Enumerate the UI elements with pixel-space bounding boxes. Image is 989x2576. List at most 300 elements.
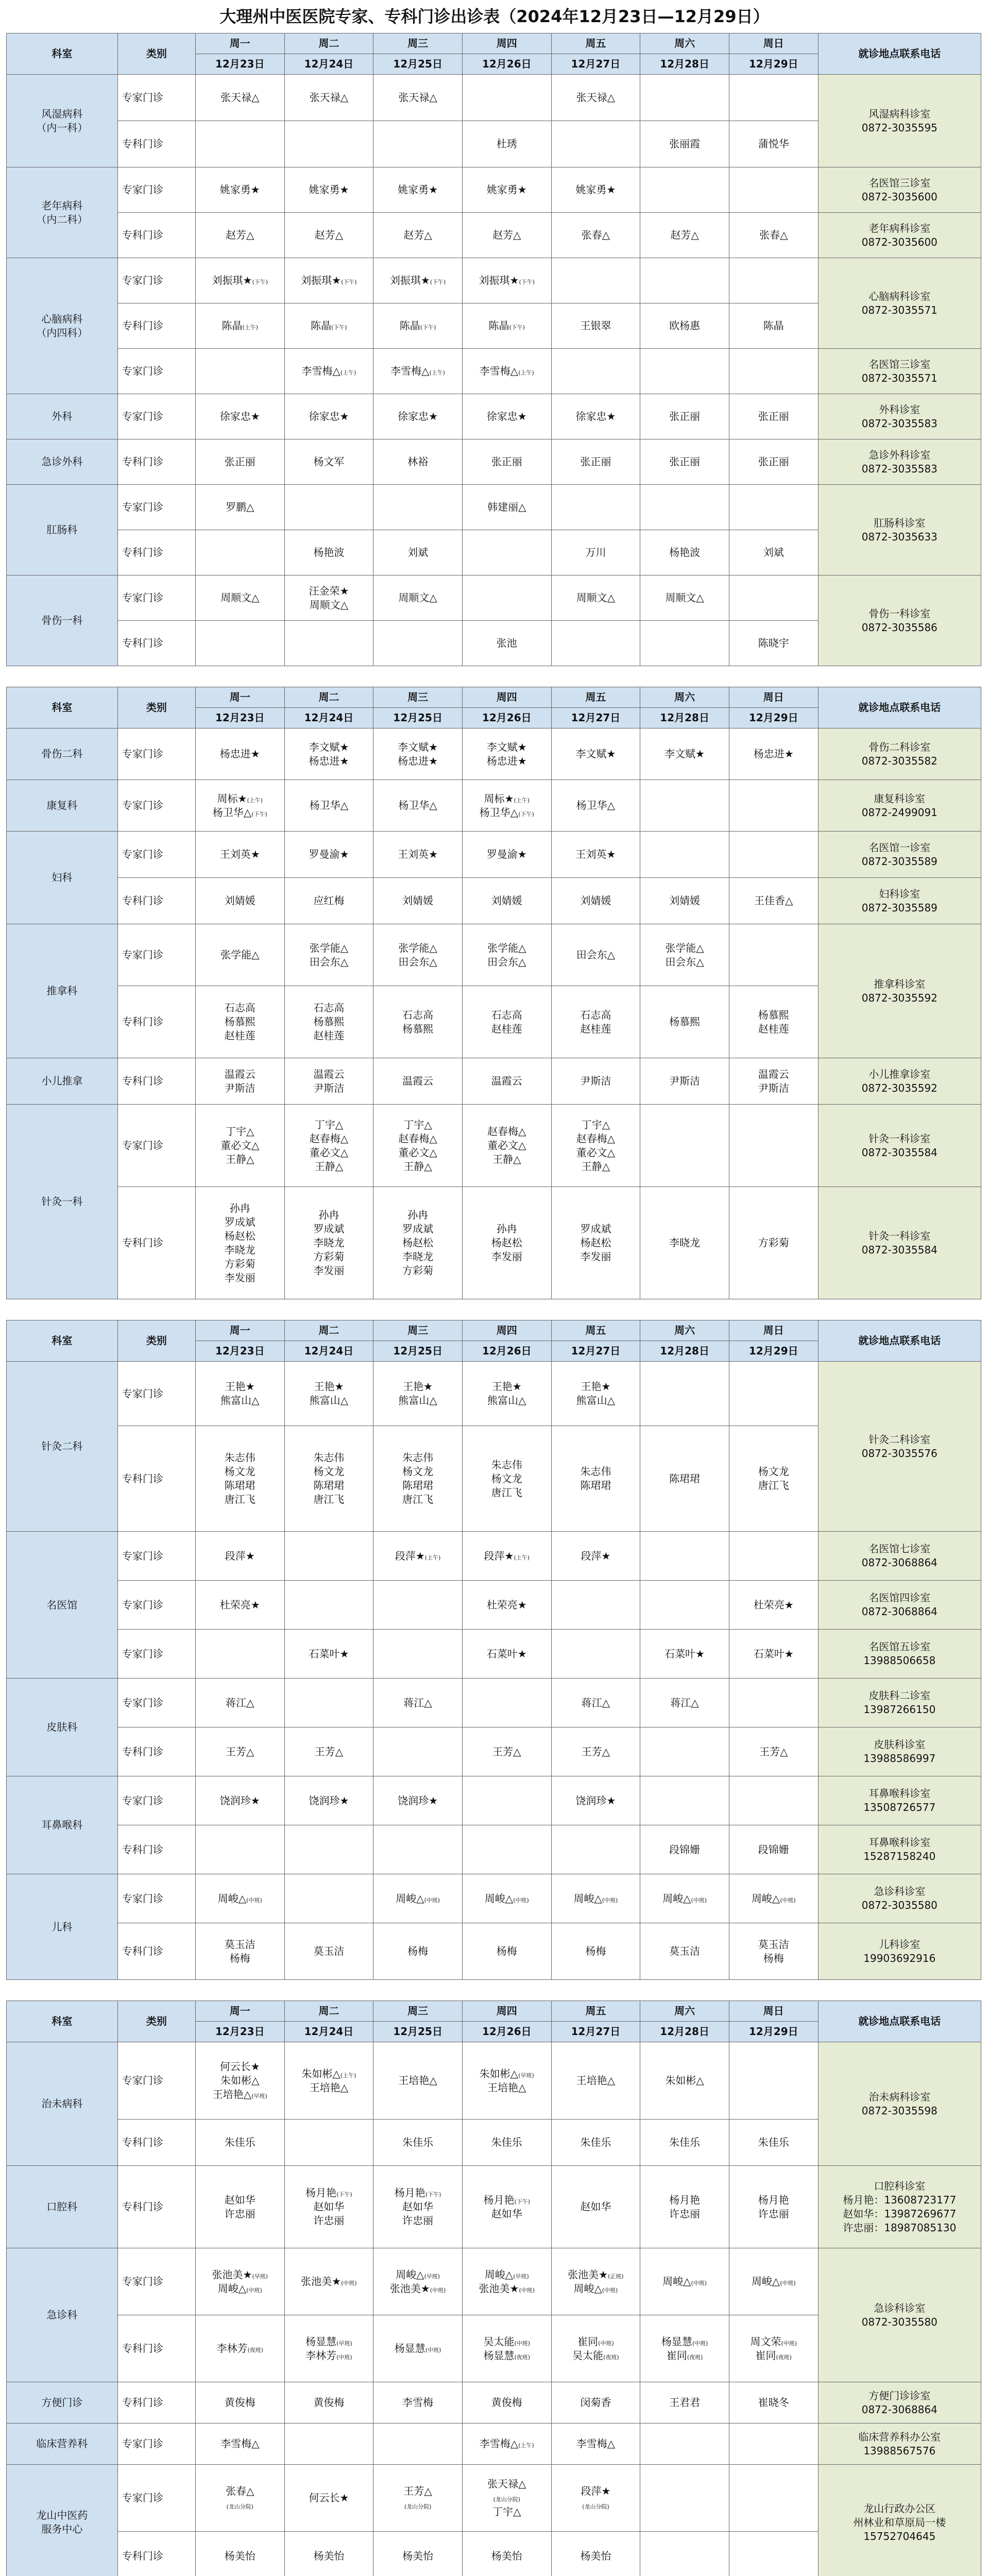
- schedule-row: [7, 394, 981, 439]
- doctor-cell: [640, 986, 729, 1058]
- clinic-category: 专家门诊: [117, 832, 195, 878]
- doctor-entry: 陈晶: [763, 319, 784, 332]
- doctor-cell: [462, 1058, 551, 1105]
- clinic-category: 专家门诊: [117, 1362, 195, 1426]
- clinic-category: 专科门诊: [117, 1426, 195, 1532]
- doctor-entry: 张池美★(早班): [212, 2268, 268, 2281]
- doctor-entry: 张学能△: [665, 941, 704, 954]
- doctor-entry: 王静△: [226, 1153, 254, 1165]
- doctor-entry: 周峻△(中班): [662, 1892, 707, 1905]
- doctor-cell: [551, 1532, 640, 1581]
- doctor-entry: 杨显慧(早班): [305, 2335, 352, 2348]
- clinic-category: 专科门诊: [117, 2120, 195, 2166]
- doctor-entry: 周峻△(中班): [396, 1892, 440, 1905]
- doctor-entry: 张正丽: [669, 410, 701, 422]
- doctor-cell: [551, 1105, 640, 1187]
- doctor-entry: 许忠丽: [313, 2214, 345, 2227]
- doctor-cell: [195, 349, 284, 394]
- clinic-category: 专家门诊: [117, 75, 195, 121]
- doctor-entry: 杨梅: [585, 1945, 606, 1957]
- doctor-entry: 段萍★: [225, 1549, 255, 1562]
- doctor-entry: 杨慕熙: [758, 1008, 789, 1021]
- doctor-entry: 李发丽: [313, 1264, 345, 1277]
- doctor-entry: 张正丽: [491, 455, 522, 468]
- doctor-entry: 赵桂莲: [580, 1022, 611, 1035]
- doctor-cell: [551, 1187, 640, 1299]
- doctor-entry: 朱志伟: [580, 1465, 611, 1478]
- doctor-entry: 周顺文△: [309, 598, 349, 611]
- doctor-entry: 杨忠进★: [219, 748, 260, 760]
- doctor-cell: [640, 1727, 729, 1776]
- doctor-entry: 赵芳△: [226, 229, 254, 241]
- doctor-cell: [729, 878, 818, 924]
- header-date: 12月25日: [373, 54, 463, 75]
- doctor-entry: 朱如彬△: [220, 2074, 260, 2087]
- schedule-row: [7, 2424, 981, 2465]
- doctor-cell: [462, 213, 551, 258]
- schedule-row: [7, 1874, 981, 1923]
- doctor-cell: [462, 394, 551, 439]
- doctor-cell: [640, 2248, 729, 2315]
- doctor-cell: [195, 878, 284, 924]
- doctor-entry: 杨卫华△(下午): [212, 806, 267, 819]
- doctor-cell: [729, 1105, 818, 1187]
- shift-note: (中班): [336, 2353, 352, 2361]
- doctor-cell: [462, 1105, 551, 1187]
- shift-note: (中班): [246, 1896, 262, 1904]
- doctor-entry: 徐家忠★: [486, 410, 527, 422]
- doctor-cell: [284, 1581, 373, 1630]
- doctor-entry: 王艳★: [581, 1380, 611, 1393]
- doctor-cell: [373, 832, 463, 878]
- doctor-cell: [373, 1630, 463, 1679]
- doctor-cell: [462, 303, 551, 349]
- doctor-entry: 张池美★(中班): [389, 2282, 446, 2295]
- doctor-cell: [284, 1776, 373, 1825]
- header-date: 12月27日: [551, 1341, 640, 1362]
- doctor-entry: 张学能△: [309, 941, 349, 954]
- doctor-entry: 温霞云: [313, 1067, 345, 1080]
- doctor-entry: 张池美★(中班): [479, 2282, 535, 2295]
- doctor-cell: [373, 2042, 463, 2120]
- doctor-entry: 李发丽: [224, 1271, 255, 1284]
- doctor-entry: 朱如彬△(上午): [301, 2067, 356, 2080]
- doctor-entry: 杜荣亮★: [753, 1598, 794, 1611]
- header-weekday: 周日: [729, 2001, 818, 2022]
- location-phone: 龙山行政办公区 州林业和草原局一楼 15752704645: [818, 2465, 981, 2576]
- doctor-entry: 朱佳乐: [402, 2136, 434, 2148]
- doctor-entry: 周峻△(中班): [484, 1892, 529, 1905]
- doctor-entry: 韩建丽△: [487, 501, 526, 513]
- clinic-category: 专科门诊: [117, 2166, 195, 2248]
- doctor-cell: [640, 1825, 729, 1874]
- location-phone: 推拿科诊室 0872-3035592: [818, 924, 981, 1058]
- doctor-cell: [551, 394, 640, 439]
- doctor-cell: [195, 1532, 284, 1581]
- doctor-cell: [640, 621, 729, 666]
- doctor-cell: [551, 2315, 640, 2382]
- doctor-entry: 杨文龙: [491, 1472, 522, 1485]
- location-phone: 急诊科诊室 0872-3035580: [818, 1874, 981, 1923]
- doctor-cell: [373, 1923, 463, 1980]
- doctor-entry: 莫玉洁: [313, 1945, 345, 1957]
- doctor-entry: 尹斯洁: [224, 1081, 255, 1094]
- doctor-cell: [195, 1727, 284, 1776]
- doctor-entry: 张春△: [226, 2484, 254, 2497]
- doctor-entry: 李文赋★: [664, 748, 705, 760]
- shift-note: (中班): [602, 1896, 618, 1904]
- doctor-cell: [640, 213, 729, 258]
- doctor-cell: [284, 2465, 373, 2532]
- doctor-cell: [640, 1532, 729, 1581]
- doctor-entry: 李晓龙: [313, 1236, 345, 1249]
- doctor-entry: 石菜叶★: [664, 1647, 705, 1660]
- doctor-entry: 李林芳(中班): [305, 2349, 352, 2362]
- doctor-entry: 杨忠进★: [398, 754, 438, 767]
- schedule-row: [7, 439, 981, 485]
- doctor-entry: 王培艳△: [309, 2081, 349, 2094]
- doctor-entry: 赵如华: [580, 2200, 611, 2213]
- doctor-cell: [551, 2166, 640, 2248]
- department-name: 针灸一科: [7, 1105, 118, 1299]
- doctor-cell: [284, 2315, 373, 2382]
- doctor-entry: 杨慕熙: [669, 1015, 701, 1028]
- shift-note: (上午): [247, 796, 263, 804]
- doctor-entry: 杨月艳: [669, 2193, 701, 2206]
- doctor-entry: 董必文△: [576, 1146, 616, 1159]
- doctor-cell: [373, 924, 463, 986]
- doctor-entry: 许忠丽: [224, 2207, 255, 2220]
- schedule-row: [7, 1776, 981, 1825]
- clinic-category: 专科门诊: [117, 1825, 195, 1874]
- department-name: 外科: [7, 394, 118, 439]
- header-date: 12月23日: [195, 708, 284, 728]
- doctor-entry: 万川: [585, 546, 606, 558]
- doctor-cell: [284, 2042, 373, 2120]
- header-weekday: 周四: [462, 33, 551, 54]
- doctor-entry: 王培艳△: [398, 2074, 437, 2087]
- header-weekday: 周五: [551, 2001, 640, 2022]
- header-date: 12月29日: [729, 708, 818, 728]
- clinic-category: 专家门诊: [117, 485, 195, 530]
- doctor-entry: 徐家忠★: [219, 410, 260, 422]
- shift-note: (龙山分院): [226, 2503, 254, 2510]
- doctor-entry: 黄俊梅: [491, 2396, 522, 2409]
- doctor-entry: 方彩菊: [758, 1236, 789, 1249]
- doctor-entry: 董必文△: [398, 1146, 437, 1159]
- doctor-entry: 田会东△: [309, 955, 349, 968]
- doctor-entry: 李雪梅△(上午): [301, 365, 356, 377]
- header-weekday: 周三: [373, 33, 463, 54]
- header-weekday: 周六: [640, 1320, 729, 1341]
- doctor-cell: [284, 2166, 373, 2248]
- clinic-category: 专家门诊: [117, 2248, 195, 2315]
- doctor-entry: 张学能△: [487, 941, 526, 954]
- doctor-cell: [373, 575, 463, 621]
- doctor-entry: 黄俊梅: [224, 2396, 255, 2409]
- doctor-entry: 崔同(夜班): [755, 2349, 792, 2362]
- doctor-cell: [195, 2042, 284, 2120]
- doctor-cell: [195, 780, 284, 832]
- doctor-entry: 杨忠进★: [486, 754, 527, 767]
- doctor-cell: [373, 349, 463, 394]
- schedule-row: [7, 213, 981, 258]
- doctor-cell: [195, 530, 284, 575]
- doctor-cell: [284, 1923, 373, 1980]
- header-dept: 科室: [7, 1320, 118, 1362]
- doctor-cell: [640, 728, 729, 780]
- schedule-row: [7, 1727, 981, 1776]
- header-weekday: 周五: [551, 33, 640, 54]
- doctor-cell: [284, 2248, 373, 2315]
- doctor-entry: 温霞云: [402, 1075, 434, 1087]
- doctor-entry: 杨梅: [763, 1952, 784, 1964]
- clinic-category: 专家门诊: [117, 728, 195, 780]
- doctor-cell: [640, 2424, 729, 2465]
- doctor-entry: 刘振琪★(下午): [479, 274, 535, 286]
- doctor-entry: 杨文龙: [224, 1465, 255, 1478]
- doctor-cell: [195, 439, 284, 485]
- doctor-entry: 张春△: [759, 229, 788, 241]
- doctor-entry: 王培艳△: [576, 2074, 616, 2087]
- doctor-entry: 林裕: [407, 455, 429, 468]
- doctor-entry: 刘斌: [763, 546, 784, 558]
- doctor-cell: [284, 213, 373, 258]
- doctor-cell: [462, 1630, 551, 1679]
- doctor-entry: 赵桂莲: [758, 1022, 789, 1035]
- doctor-entry: 杨赵松: [580, 1236, 611, 1249]
- header-dept: 科室: [7, 2001, 118, 2042]
- doctor-entry: 熊富山△: [487, 1394, 526, 1406]
- doctor-cell: [284, 349, 373, 394]
- clinic-category: 专科门诊: [117, 1923, 195, 1980]
- doctor-entry: 李晓龙: [402, 1250, 434, 1263]
- shift-note: (早班): [518, 2072, 534, 2079]
- doctor-entry: 石菜叶★: [309, 1647, 349, 1660]
- doctor-entry: 段萍★(上午): [395, 1549, 441, 1562]
- doctor-entry: [553, 2498, 639, 2512]
- doctor-cell: [640, 394, 729, 439]
- shift-note: (上午): [518, 2442, 534, 2449]
- doctor-cell: [195, 924, 284, 986]
- doctor-cell: [195, 575, 284, 621]
- doctor-cell: [195, 1581, 284, 1630]
- shift-note: (下午): [251, 810, 267, 818]
- location-phone: 耳鼻喉科诊室 15287158240: [818, 1825, 981, 1874]
- location-phone: 肛肠科诊室 0872-3035633: [818, 485, 981, 575]
- doctor-entry: 崔同(中班): [577, 2335, 614, 2348]
- doctor-cell: [640, 1679, 729, 1727]
- doctor-cell: [284, 728, 373, 780]
- doctor-entry: 赵芳△: [403, 229, 432, 241]
- location-phone: 名医馆三诊室 0872-3035600: [818, 167, 981, 213]
- schedule-row: [7, 575, 981, 621]
- header-date: 12月29日: [729, 54, 818, 75]
- doctor-cell: [640, 575, 729, 621]
- schedule-row: [7, 1362, 981, 1426]
- doctor-cell: [640, 878, 729, 924]
- header-weekday: 周二: [284, 1320, 373, 1341]
- doctor-entry: 杨卫华△: [576, 799, 616, 811]
- doctor-cell: [640, 1630, 729, 1679]
- doctor-cell: [729, 1874, 818, 1923]
- schedule-row: [7, 2248, 981, 2315]
- doctor-entry: 陈珺珺: [224, 1479, 255, 1492]
- doctor-entry: 赵如华: [313, 2200, 345, 2213]
- doctor-cell: [729, 1776, 818, 1825]
- doctor-entry: 杨显慧(中班): [661, 2335, 708, 2348]
- header-weekday: 周六: [640, 33, 729, 54]
- location-phone: 临床营养科办公室 13988567576: [818, 2424, 981, 2465]
- header-date: 12月28日: [640, 708, 729, 728]
- doctor-cell: [640, 1105, 729, 1187]
- department-name: 皮肤科: [7, 1679, 118, 1776]
- doctor-entry: 赵芳△: [492, 229, 521, 241]
- doctor-cell: [462, 1426, 551, 1532]
- doctor-cell: [195, 1426, 284, 1532]
- doctor-entry: 周顺文△: [576, 591, 616, 604]
- doctor-entry: 朱佳乐: [758, 2136, 789, 2148]
- shift-note: (中班): [425, 2347, 441, 2353]
- doctor-cell: [373, 2248, 463, 2315]
- header-weekday: 周日: [729, 1320, 818, 1341]
- doctor-cell: [640, 2532, 729, 2576]
- doctor-cell: [551, 303, 640, 349]
- doctor-entry: 姚家勇★: [309, 183, 349, 196]
- doctor-cell: [284, 485, 373, 530]
- doctor-entry: 朱佳乐: [491, 2136, 522, 2148]
- location-phone: 口腔科诊室 杨月艳：13608723177 赵如华：13987269677 许忠丽：18987085130: [818, 2166, 981, 2248]
- shift-note: (下午): [519, 279, 535, 285]
- doctor-cell: [551, 1679, 640, 1727]
- doctor-entry: 王芳△: [759, 1745, 788, 1758]
- doctor-cell: [284, 986, 373, 1058]
- doctor-entry: 周标★(上午): [217, 792, 263, 805]
- shift-note: (上午): [424, 1554, 441, 1561]
- shift-note: (中班): [780, 2280, 796, 2286]
- doctor-cell: [462, 1362, 551, 1426]
- doctor-entry: [375, 2498, 461, 2512]
- doctor-cell: [373, 1187, 463, 1299]
- doctor-entry: 田会东△: [398, 955, 437, 968]
- doctor-cell: [462, 2248, 551, 2315]
- location-phone: 耳鼻喉科诊室 13508726577: [818, 1776, 981, 1825]
- doctor-entry: 张天禄△: [487, 2478, 526, 2490]
- doctor-entry: 陈晶(下午): [399, 319, 436, 332]
- doctor-entry: 陈晶(上午): [221, 319, 259, 332]
- doctor-entry: 朱志伟: [224, 1451, 255, 1464]
- department-name: 急诊外科: [7, 439, 118, 485]
- doctor-entry: 段锦姗: [758, 1843, 789, 1856]
- doctor-entry: 王刘英★: [398, 848, 438, 860]
- department-name: 针灸二科: [7, 1362, 118, 1532]
- doctor-entry: 陈晶(下午): [311, 319, 347, 332]
- header-weekday: 周三: [373, 687, 463, 708]
- doctor-cell: [462, 2042, 551, 2120]
- doctor-entry: 欧杨惠: [669, 319, 701, 332]
- doctor-entry: 丁宇△: [314, 1118, 344, 1131]
- doctor-cell: [729, 75, 818, 121]
- doctor-entry: 杨美怡: [491, 2549, 522, 2562]
- shift-note: (下午): [331, 324, 347, 331]
- doctor-cell: [729, 1426, 818, 1532]
- doctor-entry: 王芳△: [403, 2484, 432, 2497]
- doctor-cell: [462, 832, 551, 878]
- location-phone: 名医馆三诊室 0872-3035571: [818, 349, 981, 394]
- doctor-cell: [284, 530, 373, 575]
- doctor-cell: [551, 485, 640, 530]
- shift-note: (上午): [514, 796, 530, 804]
- doctor-cell: [373, 1679, 463, 1727]
- doctor-cell: [551, 213, 640, 258]
- doctor-cell: [373, 1058, 463, 1105]
- doctor-entry: 杨忠进★: [309, 754, 349, 767]
- doctor-cell: [462, 1776, 551, 1825]
- doctor-cell: [462, 1874, 551, 1923]
- doctor-cell: [551, 832, 640, 878]
- doctor-cell: [729, 485, 818, 530]
- doctor-entry: 段萍★: [581, 2484, 611, 2497]
- doctor-entry: 赵如华: [402, 2200, 434, 2213]
- doctor-entry: 石菜叶★: [486, 1647, 527, 1660]
- shift-note: (下午): [336, 2191, 352, 2198]
- doctor-entry: 杨显慧(中班): [394, 2342, 441, 2354]
- doctor-cell: [551, 349, 640, 394]
- shift-note: (正班): [608, 2273, 624, 2280]
- doctor-entry: 朱如彬△(早班): [479, 2067, 534, 2080]
- doctor-entry: 周标★(上午): [484, 792, 530, 805]
- doctor-entry: 周峻△(中班): [217, 2282, 262, 2295]
- doctor-cell: [640, 2042, 729, 2120]
- doctor-cell: [462, 621, 551, 666]
- doctor-entry: 杨文龙: [402, 1465, 434, 1478]
- doctor-entry: 张天禄△: [309, 91, 349, 104]
- doctor-cell: [195, 1630, 284, 1679]
- doctor-entry: 周峻△(中班): [662, 2275, 707, 2287]
- doctor-entry: 杨忠进★: [753, 748, 794, 760]
- doctor-cell: [284, 75, 373, 121]
- doctor-entry: 张学能△: [220, 948, 260, 961]
- location-phone: 皮肤科诊室 13988586997: [818, 1727, 981, 1776]
- doctor-entry: 饶润珍★: [219, 1794, 260, 1807]
- header-weekday: 周五: [551, 1320, 640, 1341]
- doctor-cell: [729, 530, 818, 575]
- doctor-cell: [640, 1187, 729, 1299]
- department-name: 耳鼻喉科: [7, 1776, 118, 1874]
- doctor-entry: 何云长★: [219, 2060, 260, 2073]
- header-date: 12月29日: [729, 2022, 818, 2042]
- department-name: 心脑病科 （内四科）: [7, 258, 118, 394]
- schedule-row: [7, 2166, 981, 2248]
- doctor-entry: 杨月艳(下午): [394, 2187, 441, 2199]
- doctor-entry: 吴太能(中班): [483, 2335, 531, 2348]
- shift-note: (上午): [429, 369, 446, 376]
- shift-note: (下午): [420, 324, 436, 331]
- schedule-row: [7, 924, 981, 986]
- doctor-cell: [195, 2532, 284, 2576]
- doctor-entry: 杨赵松: [491, 1236, 522, 1249]
- doctor-cell: [640, 303, 729, 349]
- schedule-row: [7, 1679, 981, 1727]
- doctor-entry: 罗成斌: [402, 1223, 434, 1235]
- doctor-cell: [462, 2532, 551, 2576]
- doctor-cell: [729, 349, 818, 394]
- shift-note: (中班): [341, 2280, 357, 2286]
- location-phone: 老年病科诊室 0872-3035600: [818, 213, 981, 258]
- shift-note: (夜班): [603, 2353, 619, 2361]
- doctor-cell: [551, 621, 640, 666]
- doctor-cell: [373, 1581, 463, 1630]
